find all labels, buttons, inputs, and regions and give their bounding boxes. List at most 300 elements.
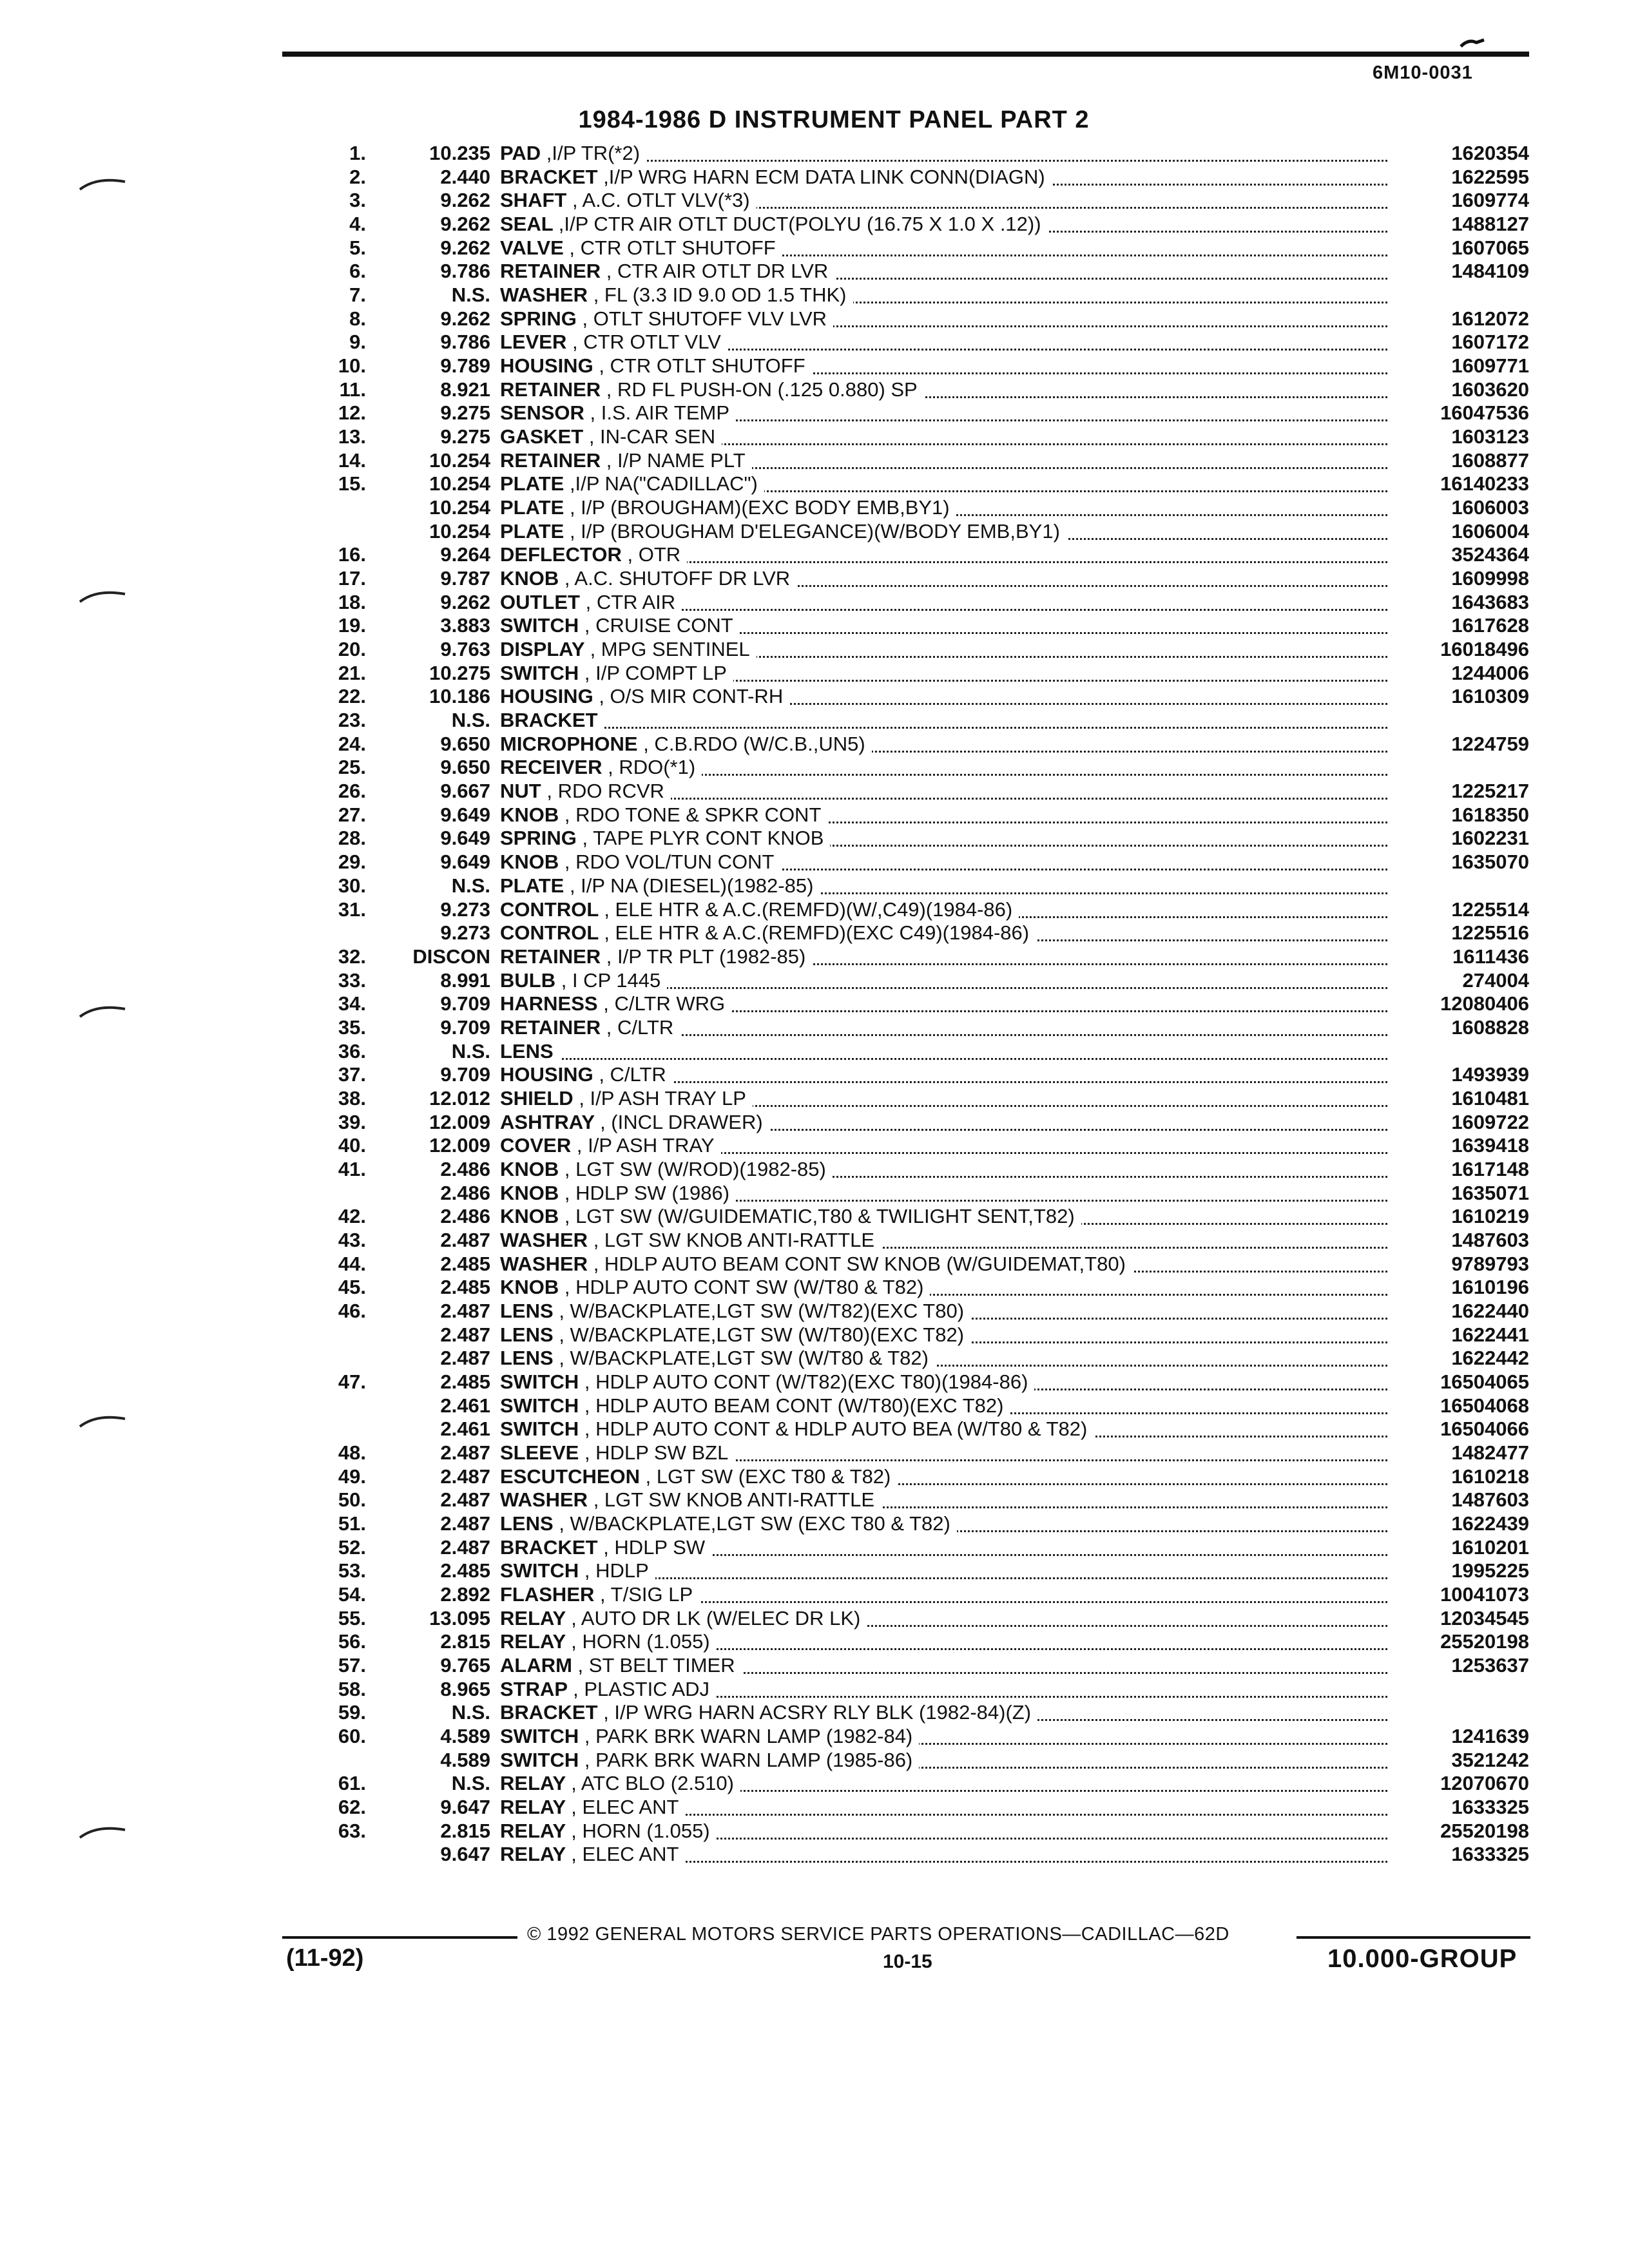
part-detail: , HDLP AUTO CONT (W/T82)(EXC T80)(1984-86) [584, 1370, 1028, 1393]
part-name: SWITCH [500, 1370, 579, 1393]
part-detail: , OTR [627, 543, 681, 566]
item-number: 11. [339, 378, 366, 401]
part-number: 1603620 [1451, 378, 1529, 401]
part-description [500, 827, 1399, 850]
parts-row [0, 236, 1629, 260]
part-name: KNOB [500, 850, 559, 874]
part-description [500, 1087, 1399, 1110]
part-number: 1617628 [1451, 614, 1529, 637]
part-detail: , I/P NA (DIESEL)(1982-85) [569, 874, 814, 897]
part-detail: , C.B.RDO (W/C.B.,UN5) [643, 732, 865, 755]
part-description [500, 1749, 1399, 1772]
group-number: 4.589 [440, 1748, 490, 1771]
part-description [500, 1772, 1399, 1795]
part-detail: , LGT SW KNOB ANTI-RATTLE [593, 1488, 875, 1512]
part-description [500, 1820, 1399, 1843]
item-number: 25. [338, 756, 366, 779]
parts-row [0, 874, 1629, 898]
parts-row [0, 733, 1629, 756]
parts-row [0, 472, 1629, 496]
parts-row [0, 1796, 1629, 1820]
part-description [500, 1441, 1399, 1465]
item-number: 14. [338, 448, 366, 472]
part-description [500, 1654, 1399, 1677]
part-number: 1639418 [1451, 1134, 1529, 1157]
part-detail: , LGT SW KNOB ANTI-RATTLE [593, 1228, 875, 1251]
part-number: 1609774 [1451, 189, 1529, 212]
group-number: 10.254 [429, 519, 490, 543]
parts-row [0, 1512, 1629, 1536]
part-description [500, 1158, 1399, 1181]
parts-row [0, 1725, 1629, 1749]
group-number: 10.254 [429, 496, 490, 519]
item-number: 43. [338, 1228, 366, 1251]
group-number: N.S. [451, 709, 490, 732]
group-number: 2.486 [440, 1181, 490, 1204]
parts-row [0, 756, 1629, 780]
part-detail: , HDLP SW (1986) [564, 1181, 730, 1204]
part-number: 1610309 [1451, 685, 1529, 708]
parts-row [0, 449, 1629, 473]
group-number: DISCON [412, 945, 490, 968]
part-description [500, 1300, 1399, 1323]
part-detail: ,I/P WRG HARN ECM DATA LINK CONN(DIAGN) [603, 165, 1045, 188]
part-detail: , ATC BLO (2.510) [571, 1772, 734, 1795]
part-number: 9789793 [1451, 1252, 1529, 1275]
part-detail: , HDLP AUTO BEAM CONT SW KNOB (W/GUIDEMAT,T80) [593, 1252, 1126, 1275]
part-number: 1606004 [1451, 519, 1529, 543]
part-name: RELAY [500, 1796, 566, 1819]
part-detail: , ST BELT TIMER [577, 1654, 735, 1677]
group-number: 12.009 [429, 1134, 490, 1157]
parts-row [0, 1607, 1629, 1631]
part-description [500, 520, 1399, 543]
item-number: 21. [338, 661, 366, 684]
part-number: 16504066 [1440, 1418, 1529, 1441]
part-name: KNOB [500, 567, 559, 590]
part-detail: , HDLP AUTO CONT SW (W/T80 & T82) [564, 1276, 924, 1299]
part-description [500, 307, 1399, 331]
group-number: 2.486 [440, 1205, 490, 1228]
part-detail: , ELEC ANT [571, 1796, 679, 1819]
item-number: 16. [338, 543, 366, 566]
part-name: PLATE [500, 519, 564, 543]
parts-row [0, 1347, 1629, 1370]
part-name: BRACKET [500, 165, 598, 188]
item-number: 18. [338, 590, 366, 613]
item-number: 22. [338, 685, 366, 708]
part-description [500, 1512, 1399, 1535]
part-number: 1487603 [1451, 1228, 1529, 1251]
group-number: 2.487 [440, 1228, 490, 1251]
parts-row [0, 1087, 1629, 1111]
group-number: 12.012 [429, 1086, 490, 1110]
part-number: 1622595 [1451, 165, 1529, 188]
part-detail: , LGT SW (EXC T80 & T82) [645, 1465, 891, 1488]
parts-row [0, 1229, 1629, 1253]
item-number: 59. [338, 1701, 366, 1724]
item-number: 24. [338, 732, 366, 755]
group-number: 2.486 [440, 1157, 490, 1180]
item-number: 35. [338, 1015, 366, 1039]
copyright-line: © 1992 GENERAL MOTORS SERVICE PARTS OPERATIONS—CADILLAC—62D [527, 1924, 1229, 1945]
part-description [500, 378, 1399, 401]
parts-row [0, 803, 1629, 827]
parts-row [0, 945, 1629, 969]
part-detail: , HDLP [584, 1559, 649, 1582]
group-number: 8.921 [440, 378, 490, 401]
part-detail: , HORN (1.055) [571, 1819, 710, 1842]
item-number: 51. [338, 1512, 366, 1535]
dot-leader [500, 1040, 1387, 1060]
part-name: LEVER [500, 331, 567, 354]
item-number: 50. [338, 1488, 366, 1512]
part-description [500, 898, 1399, 921]
group-number: 9.649 [440, 827, 490, 850]
part-description [500, 472, 1399, 495]
part-name: BRACKET [500, 1701, 598, 1724]
part-number: 16018496 [1440, 638, 1529, 661]
part-name: SEAL [500, 213, 554, 236]
part-description [500, 142, 1399, 165]
item-number: 1. [349, 142, 366, 164]
part-detail: , OTLT SHUTOFF VLV LVR [582, 307, 827, 330]
part-name: SWITCH [500, 1559, 579, 1582]
part-number: 1633325 [1451, 1796, 1529, 1819]
part-detail: , RDO VOL/TUN CONT [564, 850, 775, 874]
group-number: 9.786 [440, 260, 490, 283]
part-name: ASHTRAY [500, 1110, 595, 1133]
part-number: 1635070 [1451, 850, 1529, 874]
item-number: 54. [338, 1582, 366, 1606]
parts-row [0, 969, 1629, 993]
group-number: 9.765 [440, 1654, 490, 1677]
part-name: GASKET [500, 425, 584, 448]
parts-row [0, 213, 1629, 236]
part-number: 1643683 [1451, 590, 1529, 613]
parts-row [0, 354, 1629, 378]
part-name: BRACKET [500, 1535, 598, 1559]
part-description [500, 496, 1399, 519]
part-description [500, 1843, 1399, 1866]
item-number: 38. [338, 1086, 366, 1110]
part-number: 1225217 [1451, 780, 1529, 803]
group-number: 8.991 [440, 968, 490, 992]
part-description [500, 992, 1399, 1015]
part-name: WASHER [500, 1228, 588, 1251]
part-name: SWITCH [500, 1394, 579, 1417]
item-number: 13. [338, 425, 366, 448]
item-number: 5. [349, 236, 366, 259]
part-description [500, 1536, 1399, 1559]
group-number: N.S. [451, 874, 490, 897]
group-number: 9.275 [440, 401, 490, 425]
parts-row [0, 709, 1629, 733]
item-number: 2. [349, 165, 366, 188]
part-description [500, 1134, 1399, 1157]
part-description [500, 1063, 1399, 1086]
item-number: 52. [338, 1535, 366, 1559]
item-number: 60. [338, 1725, 366, 1748]
parts-row [0, 567, 1629, 591]
part-detail: , I/P TR PLT (1982-85) [606, 945, 806, 968]
part-name: LENS [500, 1512, 554, 1535]
group-number: 9.647 [440, 1796, 490, 1819]
part-name: RETAINER [500, 945, 601, 968]
parts-row [0, 898, 1629, 922]
part-description [500, 662, 1399, 685]
group-number: 9.273 [440, 921, 490, 945]
part-detail: , ELE HTR & A.C.(REMFD)(EXC C49)(1984-86) [604, 921, 1030, 945]
parts-row [0, 1253, 1629, 1276]
item-number: 3. [349, 189, 366, 212]
part-detail: , RDO RCVR [546, 780, 664, 803]
part-number: 1635071 [1451, 1181, 1529, 1204]
part-description [500, 1394, 1399, 1418]
part-number: 1487603 [1451, 1488, 1529, 1512]
parts-row [0, 543, 1629, 567]
part-detail: , CTR AIR [585, 590, 676, 613]
part-number: 1607065 [1451, 236, 1529, 259]
group-number: 10.254 [429, 472, 490, 495]
part-detail: , I/P NAME PLT [606, 448, 746, 472]
part-name: SWITCH [500, 1725, 579, 1748]
group-number: 9.262 [440, 213, 490, 236]
group-number: 2.487 [440, 1535, 490, 1559]
group-number: 10.254 [429, 448, 490, 472]
part-description [500, 354, 1399, 378]
part-description [500, 567, 1399, 590]
part-name: SWITCH [500, 1418, 579, 1441]
part-name: HARNESS [500, 992, 598, 1015]
part-detail: , IN-CAR SEN [588, 425, 716, 448]
group-number: N.S. [451, 1701, 490, 1724]
parts-row [0, 1182, 1629, 1206]
part-description [500, 1205, 1399, 1228]
part-number: 1609722 [1451, 1110, 1529, 1133]
item-number: 63. [338, 1819, 366, 1842]
group-number: 2.485 [440, 1252, 490, 1275]
part-detail: , FL (3.3 ID 9.0 OD 1.5 THK) [593, 284, 847, 307]
part-name: KNOB [500, 1205, 559, 1228]
group-number: 9.650 [440, 756, 490, 779]
part-name: PLATE [500, 496, 564, 519]
part-number: 1622440 [1451, 1299, 1529, 1322]
part-name: ESCUTCHEON [500, 1465, 641, 1488]
part-detail: , HDLP AUTO CONT & HDLP AUTO BEA (W/T80 & T82) [584, 1418, 1088, 1441]
part-name: SWITCH [500, 661, 579, 684]
item-number: 58. [338, 1677, 366, 1700]
part-number: 1603123 [1451, 425, 1529, 448]
part-name: SWITCH [500, 1748, 579, 1771]
part-detail: , I/P WRG HARN ACSRY RLY BLK (1982-84)(Z) [603, 1701, 1032, 1724]
parts-row [0, 1772, 1629, 1796]
parts-row [0, 921, 1629, 945]
parts-row [0, 1323, 1629, 1347]
part-number: 1488127 [1451, 213, 1529, 236]
item-number: 10. [338, 354, 366, 378]
part-detail: , RD FL PUSH-ON (.125 0.880) SP [606, 378, 918, 401]
part-detail: , CTR OTLT SHUTOFF [569, 236, 776, 259]
part-name: SLEEVE [500, 1441, 579, 1464]
part-description [500, 591, 1399, 614]
part-description [500, 945, 1399, 968]
part-description [500, 331, 1399, 354]
parts-row [0, 850, 1629, 874]
part-number: 1611436 [1452, 945, 1529, 968]
part-description [500, 1488, 1399, 1512]
group-number: 4.589 [440, 1725, 490, 1748]
part-detail: , ELE HTR & A.C.(REMFD)(W/,C49)(1984-86) [604, 898, 1013, 921]
parts-row [0, 331, 1629, 354]
parts-row [0, 166, 1629, 189]
part-detail: , LGT SW (W/GUIDEMATIC,T80 & TWILIGHT SENT,T82) [564, 1205, 1075, 1228]
group-number: 2.440 [440, 165, 490, 188]
part-detail: , C/LTR [606, 1015, 674, 1039]
parts-row [0, 520, 1629, 544]
part-detail: , LGT SW (W/ROD)(1982-85) [564, 1157, 826, 1180]
item-number: 7. [349, 284, 366, 307]
parts-row [0, 1063, 1629, 1087]
item-number: 23. [338, 709, 366, 732]
part-number: 1610196 [1451, 1276, 1529, 1299]
part-name: SWITCH [500, 614, 579, 637]
group-number: 12.009 [429, 1110, 490, 1133]
parts-row [0, 260, 1629, 284]
part-description [500, 1253, 1399, 1276]
part-number: 1484109 [1451, 260, 1529, 283]
part-description [500, 850, 1399, 874]
part-detail: , HDLP AUTO BEAM CONT (W/T80)(EXC T82) [584, 1394, 1004, 1417]
part-number: 1241639 [1451, 1725, 1529, 1748]
part-name: HOUSING [500, 1063, 593, 1086]
part-description [500, 780, 1399, 803]
group-number: 9.763 [440, 638, 490, 661]
parts-row [0, 827, 1629, 850]
part-number: 1610481 [1451, 1086, 1529, 1110]
group-number: 2.485 [440, 1276, 490, 1299]
group-number: 9.650 [440, 732, 490, 755]
part-detail: , A.C. OTLT VLV(*3) [572, 189, 750, 212]
part-description [500, 685, 1399, 708]
part-name: SENSOR [500, 401, 584, 425]
part-description [500, 921, 1399, 945]
part-name: VALVE [500, 236, 564, 259]
part-name: COVER [500, 1134, 572, 1157]
part-description [500, 1465, 1399, 1488]
part-name: RETAINER [500, 378, 601, 401]
part-name: KNOB [500, 1157, 559, 1180]
parts-row [0, 1394, 1629, 1418]
part-detail: , RDO TONE & SPKR CONT [564, 803, 822, 826]
parts-row [0, 1820, 1629, 1843]
part-number: 1225514 [1451, 898, 1529, 921]
group-number: 10.235 [429, 142, 490, 164]
item-number: 31. [338, 898, 366, 921]
item-number: 9. [349, 331, 366, 354]
part-description [500, 401, 1399, 425]
part-detail: , I CP 1445 [561, 968, 661, 992]
parts-row [0, 1370, 1629, 1394]
part-name: MICROPHONE [500, 732, 638, 755]
part-description [500, 1182, 1399, 1205]
parts-row [0, 1749, 1629, 1773]
part-name: SPRING [500, 827, 577, 850]
part-number: 1482477 [1451, 1441, 1529, 1464]
part-number: 1633325 [1451, 1843, 1529, 1866]
parts-row [0, 1300, 1629, 1323]
part-name: SHAFT [500, 189, 567, 212]
group-number: N.S. [451, 1772, 490, 1795]
group-number: 9.649 [440, 850, 490, 874]
part-name: RELAY [500, 1606, 566, 1629]
group-number: 2.815 [440, 1819, 490, 1842]
page-title: 1984-1986 D INSTRUMENT PANEL PART 2 [578, 106, 1090, 133]
part-number: 1253637 [1451, 1654, 1529, 1677]
part-detail: , CTR OTLT VLV [572, 331, 721, 354]
part-number: 1610219 [1451, 1205, 1529, 1228]
top-rule [282, 52, 1529, 57]
parts-row [0, 1134, 1629, 1158]
group-number: 9.264 [440, 543, 490, 566]
parts-row [0, 284, 1629, 307]
item-number: 42. [338, 1205, 366, 1228]
part-name: LENS [500, 1039, 554, 1062]
part-description [500, 1276, 1399, 1299]
group-number: 13.095 [429, 1606, 490, 1629]
group-number: 9.273 [440, 898, 490, 921]
part-detail: , A.C. SHUTOFF DR LVR [564, 567, 791, 590]
part-description [500, 638, 1399, 661]
part-name: HOUSING [500, 685, 593, 708]
part-description [500, 1418, 1399, 1441]
part-name: RELAY [500, 1819, 566, 1842]
part-name: WASHER [500, 1252, 588, 1275]
parts-row [0, 1559, 1629, 1583]
part-detail: , CTR OTLT SHUTOFF [599, 354, 805, 378]
part-name: RETAINER [500, 260, 601, 283]
part-number: 1620354 [1451, 142, 1529, 164]
part-name: RECEIVER [500, 756, 602, 779]
footer-rule-right [1296, 1936, 1530, 1939]
item-number: 45. [338, 1276, 366, 1299]
part-detail: , O/S MIR CONT-RH [599, 685, 784, 708]
group-number: 10.186 [429, 685, 490, 708]
part-description [500, 756, 1399, 779]
item-number: 47. [338, 1370, 366, 1393]
parts-list [0, 142, 1629, 1867]
parts-row [0, 662, 1629, 686]
part-number: 1610218 [1451, 1465, 1529, 1488]
item-number: 53. [338, 1559, 366, 1582]
revision-date: (11-92) [286, 1945, 364, 1972]
part-detail: , W/BACKPLATE,LGT SW (W/T82)(EXC T80) [559, 1299, 965, 1322]
part-description [500, 1678, 1399, 1701]
item-number: 6. [349, 260, 366, 283]
item-number: 55. [338, 1606, 366, 1629]
parts-row [0, 378, 1629, 402]
part-detail: , C/LTR [599, 1063, 666, 1086]
part-description [500, 1701, 1399, 1724]
part-detail: , W/BACKPLATE,LGT SW (W/T80)(EXC T82) [559, 1323, 965, 1346]
part-name: FLASHER [500, 1582, 595, 1606]
parts-row [0, 1158, 1629, 1182]
part-detail: , C/LTR WRG [603, 992, 726, 1015]
item-number: 36. [338, 1039, 366, 1062]
part-description [500, 1725, 1399, 1748]
part-detail: , (INCL DRAWER) [600, 1110, 763, 1133]
parts-row [0, 1111, 1629, 1135]
